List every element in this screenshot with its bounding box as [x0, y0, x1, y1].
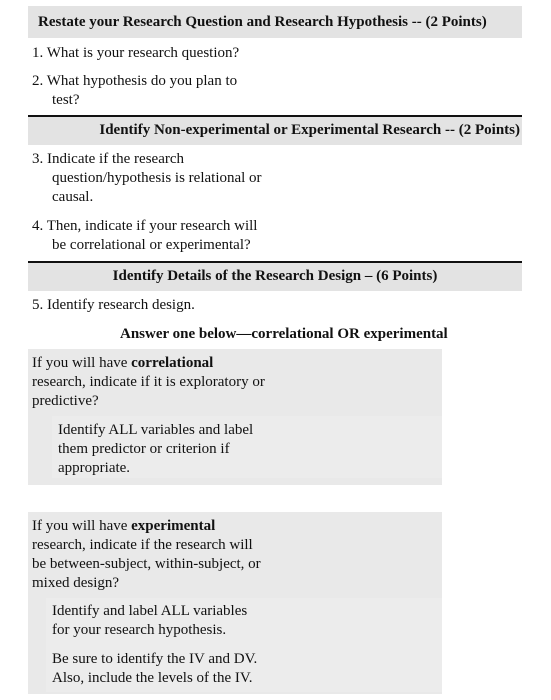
section1-header [28, 6, 522, 38]
question-2-line1: 2. What hypothesis do you plan to [32, 73, 238, 89]
experimental-line4: mixed design? [32, 575, 120, 591]
question-1: 1. What is your research question? [32, 45, 240, 61]
experimental-line2: research, indicate if the research will [32, 537, 253, 553]
question-5: 5. Identify research design. [32, 297, 195, 313]
correlational-line3: predictive? [32, 393, 99, 409]
correlational-line1-prefix: If you will have [32, 355, 132, 371]
experimental-line3: be between-subject, within-subject, or [32, 556, 261, 572]
question-4-line1: 4. Then, indicate if your research will [32, 218, 258, 234]
question-3-line2: question/hypothesis is relational or [52, 170, 262, 186]
correlational-line1 [32, 354, 213, 373]
answer-note: Answer one below—correlational OR experimental [120, 326, 448, 342]
question-3-line3: causal. [52, 189, 94, 205]
experimental-sub1-line1: Identify and label ALL variables [52, 603, 248, 619]
experimental-keyword: experimental [131, 518, 216, 534]
section2-header-text: Identify Non-experimental or Experimental Research -- (2 Points) [99, 122, 520, 138]
experimental-line1-prefix: If you will have [32, 518, 132, 534]
section3-header-text: Identify Details of the Research Design – (6 Points) [112, 268, 438, 284]
question-4-line2: be correlational or experimental? [52, 237, 251, 253]
experimental-sub2-line1: Be sure to identify the IV and DV. [52, 651, 258, 667]
experimental-sub2-line2: Also, include the levels of the IV. [52, 670, 253, 686]
section1-header-text: Restate your Research Question and Research Hypothesis -- (2 Points) [38, 14, 487, 30]
correlational-keyword: correlational [131, 355, 214, 371]
question-2-line2: test? [52, 92, 80, 108]
experimental-line1 [32, 517, 215, 536]
section3-header [28, 263, 522, 291]
section2-header [28, 117, 522, 145]
correlational-sub-line1: Identify ALL variables and label [58, 422, 254, 438]
correlational-sub-line2: them predictor or criterion if [58, 441, 230, 457]
correlational-sub-line3: appropriate. [58, 460, 131, 476]
correlational-line2: research, indicate if it is exploratory or [32, 374, 265, 390]
experimental-sub1-line2: for your research hypothesis. [52, 622, 227, 638]
question-3-line1: 3. Indicate if the research [32, 151, 184, 167]
